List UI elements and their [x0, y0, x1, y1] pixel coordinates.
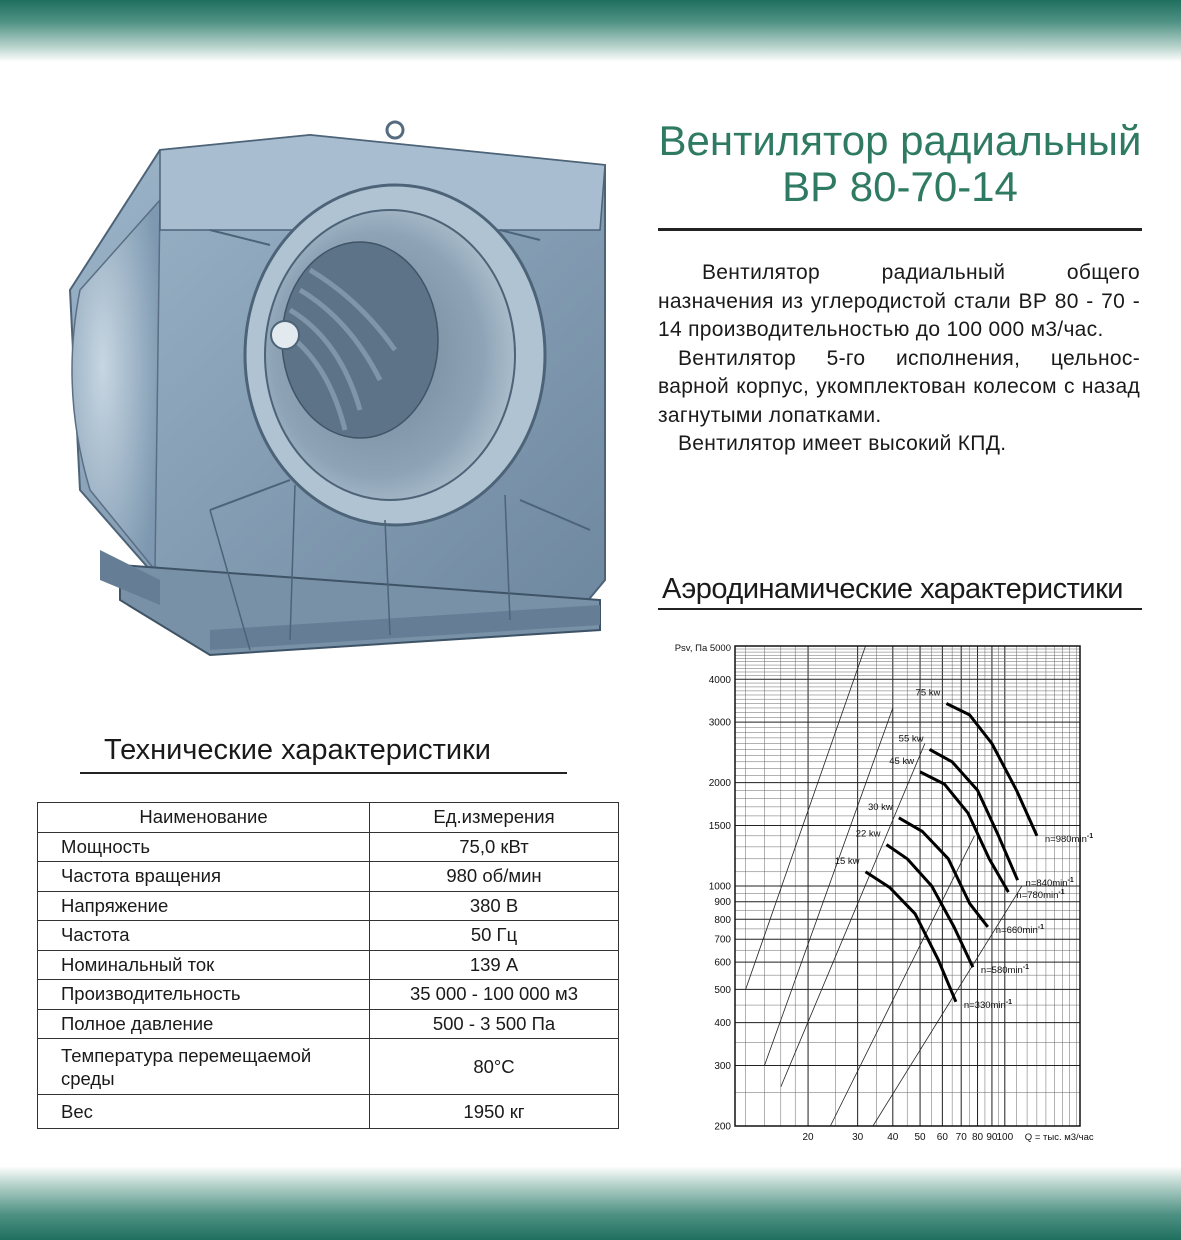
row-name: Напряжение: [38, 891, 370, 921]
chart-curves: [866, 704, 1037, 1002]
speed-label-exponent: -1: [1086, 832, 1094, 840]
table-row: [38, 921, 619, 951]
aero-section-title: Аэродинамические характеристики: [662, 573, 1123, 605]
table-header-unit: Ед.измерения: [370, 803, 619, 833]
y-tick-label: 900: [714, 897, 731, 909]
y-tick-label: 300: [714, 1061, 731, 1073]
row-value: 1950 кг: [370, 1095, 619, 1129]
speed-label: $n=330\min^{-1}$: [963, 998, 1013, 1011]
curve-n=580min-1: [887, 845, 973, 968]
description-paragraph-3: Вентилятор имеет высокий КПД.: [678, 432, 1007, 455]
bottom-decorative-band: [0, 1166, 1181, 1240]
y-tick-label: 200: [714, 1121, 731, 1133]
table-header-row: [38, 803, 619, 833]
row-value: 80°С: [370, 1039, 619, 1095]
power-label: 15 kw: [834, 855, 860, 867]
y-tick-label: 700: [714, 934, 731, 946]
title-underline: [658, 228, 1142, 231]
row-name: Температура перемещаемой среды: [38, 1039, 370, 1095]
product-description: [658, 259, 1140, 459]
x-tick-label: 20: [802, 1132, 814, 1143]
description-paragraph-1: Вентилятор радиальный общего назначения из углеродистой стали ВР 80 - 70 - 14 производительностью до 100 000 м3/час.: [658, 261, 1140, 341]
row-value: 35 000 - 100 000 м3: [370, 980, 619, 1010]
row-name: Номинальный ток: [38, 950, 370, 980]
power-label: 45 kw: [889, 755, 915, 767]
tech-section-title: Технические характеристики: [104, 734, 491, 766]
table-row: [38, 862, 619, 892]
y-tick-label: 800: [714, 914, 731, 926]
row-name: Частота: [38, 921, 370, 951]
row-value: 380 В: [370, 891, 619, 921]
product-title: [640, 118, 1160, 210]
speed-label-exponent: -1: [1067, 877, 1074, 885]
y-tick-label: 400: [714, 1018, 731, 1030]
power-label: 55 kw: [898, 733, 924, 745]
table-row: [38, 1095, 619, 1129]
row-name: Производительность: [38, 980, 370, 1010]
table-row: [38, 832, 619, 862]
x-tick-label: 30: [852, 1132, 864, 1143]
speed-label-exponent: -1: [1058, 889, 1065, 897]
speed-label-exponent: -1: [1005, 998, 1013, 1006]
x-tick-label: 40: [887, 1132, 899, 1143]
tech-spec-table: [37, 802, 619, 1129]
row-name: Частота вращения: [38, 862, 370, 892]
y-tick-label: 1500: [708, 821, 731, 833]
speed-label-exponent: -1: [1037, 923, 1045, 931]
x-tick-label: 80: [971, 1132, 984, 1143]
tech-title-underline: [80, 772, 567, 774]
table-row: [38, 950, 619, 980]
y-tick-label: 600: [714, 957, 731, 969]
power-ray: [746, 646, 866, 989]
table-row: [38, 1039, 619, 1095]
x-tick-label: 100: [996, 1132, 1014, 1143]
y-tick-label: 3000: [708, 717, 731, 729]
power-label: 75 kw: [915, 687, 941, 699]
row-name: Вес: [38, 1095, 370, 1129]
top-decorative-band: [0, 0, 1181, 62]
speed-label: $n=840\min^{-1}$: [1025, 877, 1074, 890]
table-row: [38, 891, 619, 921]
title-line-2: ВР 80-70-14: [782, 163, 1018, 210]
table-row: [38, 980, 619, 1010]
aero-chart: [655, 632, 1155, 1152]
power-ray: [830, 836, 974, 1126]
y-tick-label: 1000: [708, 881, 731, 893]
speed-label: $n=660\min^{-1}$: [995, 923, 1045, 936]
row-value: 75,0 кВт: [370, 832, 619, 862]
row-name: Мощность: [38, 832, 370, 862]
x-tick-label: 50: [914, 1132, 926, 1143]
y-axis-title: Psv, Па 5000: [674, 643, 731, 654]
row-value: 50 Гц: [370, 921, 619, 951]
x-tick-label: 60: [936, 1132, 948, 1143]
speed-label: $n=580\min^{-1}$: [980, 964, 1030, 977]
power-label: 22 kw: [855, 828, 881, 840]
fan-product-image: [60, 110, 640, 720]
row-value: 500 - 3 500 Па: [370, 1009, 619, 1039]
x-tick-label: 90: [986, 1132, 998, 1143]
description-paragraph-2: Вентилятор 5-го исполнения, цельнос- варной корпус, укомплектован колесом с назад загнутыми лопатками.: [658, 346, 1140, 427]
chart-labels: [675, 643, 1094, 1143]
table-row: [38, 1009, 619, 1039]
x-tick-label: 70: [955, 1132, 967, 1143]
y-tick-label: 4000: [708, 674, 731, 686]
power-ray: [781, 744, 925, 1087]
table-header-name: Наименование: [38, 803, 370, 833]
aero-title-underline: [658, 608, 1142, 610]
row-value: 139 А: [370, 950, 619, 980]
speed-label: $n=780\min^{-1}$: [1016, 889, 1065, 902]
title-line-1: Вентилятор радиальный: [658, 117, 1142, 164]
row-value: 980 об/мин: [370, 862, 619, 892]
y-tick-label: 2000: [708, 778, 731, 790]
speed-label-exponent: -1: [1022, 964, 1030, 972]
power-label: 30 kw: [867, 801, 893, 813]
y-tick-label: 500: [714, 984, 731, 996]
speed-label: $n=980\min^{-1}$: [1044, 832, 1094, 845]
row-name: Полное давление: [38, 1009, 370, 1039]
x-axis-title: Q = тыс. м3/час: [1024, 1132, 1094, 1143]
